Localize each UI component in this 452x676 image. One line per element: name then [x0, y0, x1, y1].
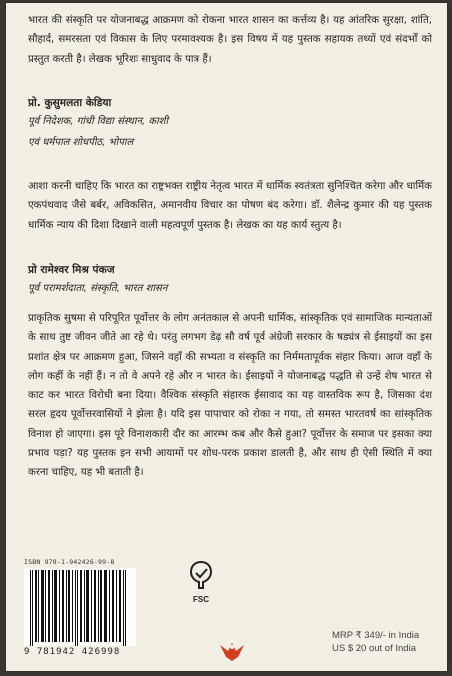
- endorser-1-institution: एवं धर्मपाल शोधपीठ, भोपाल: [28, 137, 134, 148]
- endorsement-2-paragraph: आशा करनी चाहिए कि भारत का राष्ट्रभक्त राष्ट्रीय नेतृत्व भारत में धार्मिक स्वतंत्रता सुनिश्चित करेगा और धार्मिक एकपंथवाद जैसे बर्बर, अविकसित, अमानवीय विचार का पोषण बंद करेगा। डॉ. शैलेन्द्र कुमार की यह पुस्तक धार्मिक न्याय की दिशा दिखाने वाली महत्वपूर्ण पुस्तक है। लेखक का यह कार्य स्तुत्य है।: [28, 181, 432, 231]
- endorser-2-block: [28, 262, 432, 299]
- endorsement-2-block: [28, 177, 432, 235]
- main-blurb-paragraph: प्राकृतिक सुषमा से परिपूरित पूर्वोत्तर के लोग अनंतकाल से अपनी धार्मिक, सांस्कृतिक एवं सामाजिक मान्यताओं के साथ तुष्ट जीवन जीते आ रहे थे। परंतु लगभग डेढ़ सौ वर्ष पूर्व अंग्रेजी सरकार के षड्यंत्र से ईसाइयों का इस प्रशांत क्षेत्र पर आक्रमण हुआ, जिसने वहाँ की सभ्यता व संस्कृति का निर्ममतापूर्वक संहार किया। आज वहाँ के लोग कहीं के नहीं हैं। न तो वे अपने रहे और न भारत के। ईसाइयों ने योजनाबद्ध पद्धति से उन्हें शेष भारत से काट कर भारत विरोधी बना दिया। वैश्विक संस्कृति संहारक ईसावाद का यह वास्तविक रूप है, जिसका दंश सरल हृदय पूर्वोत्तरवासियों ने झेला है। यदि इस पापाचार को रोका न गया, तो समस्त भारतवर्ष का सांस्कृतिक विनाश हो जाएगा। इस पूरे विनाशकारी दौर का आरम्भ कब और कैसे हुआ? पूर्वोत्तर के समाज पर इसका क्या प्रभाव पड़ा? यह पुस्तक इन सभी आयामों पर शोध-परक प्रकाश डालती है, और साथ ही ऐसी स्थिति में क्या करना चाहिए, यह भी बताती है।: [28, 313, 432, 479]
- intro-block: [28, 11, 432, 69]
- main-blurb-block: [28, 309, 432, 483]
- bird-logo-icon: [218, 637, 246, 665]
- isbn-label: ISBN 978-1-942426-99-8: [24, 558, 115, 566]
- endorser-2-name: प्रो रामेश्वर मिश्र पंकज: [28, 264, 115, 276]
- endorser-2-title: पूर्व परामर्शदाता, संस्कृति, भारत शासन: [28, 283, 168, 294]
- fsc-label: FSC: [193, 595, 209, 604]
- endorser-1-name: प्रो. कुसुमलता केडिया: [28, 97, 112, 109]
- endorser-1-title: पूर्व निदेशक, गांधी विद्या संस्थान, काशी: [28, 116, 169, 127]
- barcode-icon: [24, 568, 136, 646]
- intro-paragraph: भारत की संस्कृति पर योजनाबद्ध आक्रमण को रोकना भारत शासन का कर्त्तव्य है। यह आंतरिक सुरक्षा, शांति, सौहार्द, समरसता एवं विकास के लिए परमावश्यक है। इस विषय में यह पुस्तक सहायक तथ्यों एवं संदर्भों को प्रस्तुत करती है। लेखक भूरिशः साधुवाद के पात्र हैं।: [28, 15, 432, 65]
- price-block: [332, 629, 419, 655]
- price-india: MRP ₹ 349/- in India: [332, 630, 420, 641]
- endorser-1-block: [28, 95, 432, 153]
- fsc-logo: [182, 559, 220, 604]
- barcode-number: 9 781942 426998: [24, 647, 121, 657]
- isbn-barcode: [24, 558, 136, 657]
- tree-check-icon: [185, 559, 217, 591]
- book-back-cover: [6, 3, 447, 671]
- price-abroad: US $ 20 out of India: [332, 643, 416, 654]
- publisher-logo: [218, 637, 246, 667]
